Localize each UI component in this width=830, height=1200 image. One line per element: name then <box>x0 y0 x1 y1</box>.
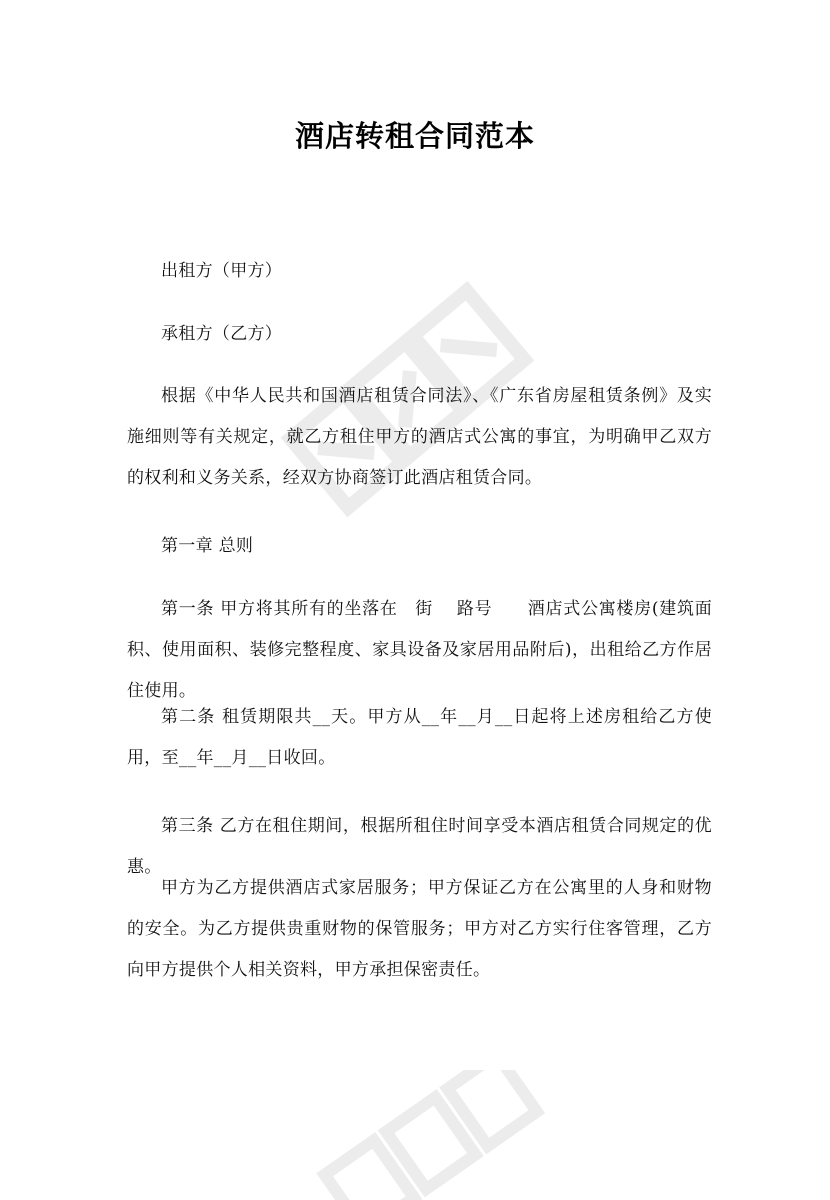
document-title: 酒店转租合同范本 <box>294 119 535 153</box>
paragraph-lessee: 承租方（乙方） <box>161 324 283 344</box>
watermark-logo-bottom <box>300 1070 550 1200</box>
paragraph-services: 甲方为乙方提供酒店式家居服务；甲方保证乙方在公寓里的人身和财物的安全。为乙方提供贵重财物的保管服务；甲方对乙方实行住客管理，乙方向甲方提供个人相关资料，甲方承担保密责任。 <box>127 878 712 980</box>
article-1: 第一条 甲方将其所有的坐落在 街 路号 酒店式公寓楼房(建筑面积、使用面积、装修完整程度、家具设备及家居用品附后)，出租给乙方作居住使用。 <box>127 599 712 701</box>
paragraph-lessor: 出租方（甲方） <box>161 261 283 281</box>
article-2: 第二条 租赁期限共__天。甲方从__年__月__日起将上述房租给乙方使用，至__年__月__日收回。 <box>127 707 712 768</box>
paragraph-preamble: 根据《中华人民共和国酒店租赁合同法》、《广东省房屋租赁条例》及实施细则等有关规定，就乙方租住甲方的酒店式公寓的事宜，为明确甲乙双方的权利和义务关系，经双方协商签订此酒店租赁合同。 <box>127 386 712 488</box>
chapter-heading: 第一章 总则 <box>161 536 254 556</box>
article-3: 第三条 乙方在租住期间，根据所租住时间享受本酒店租赁合同规定的优惠。 <box>127 816 712 877</box>
